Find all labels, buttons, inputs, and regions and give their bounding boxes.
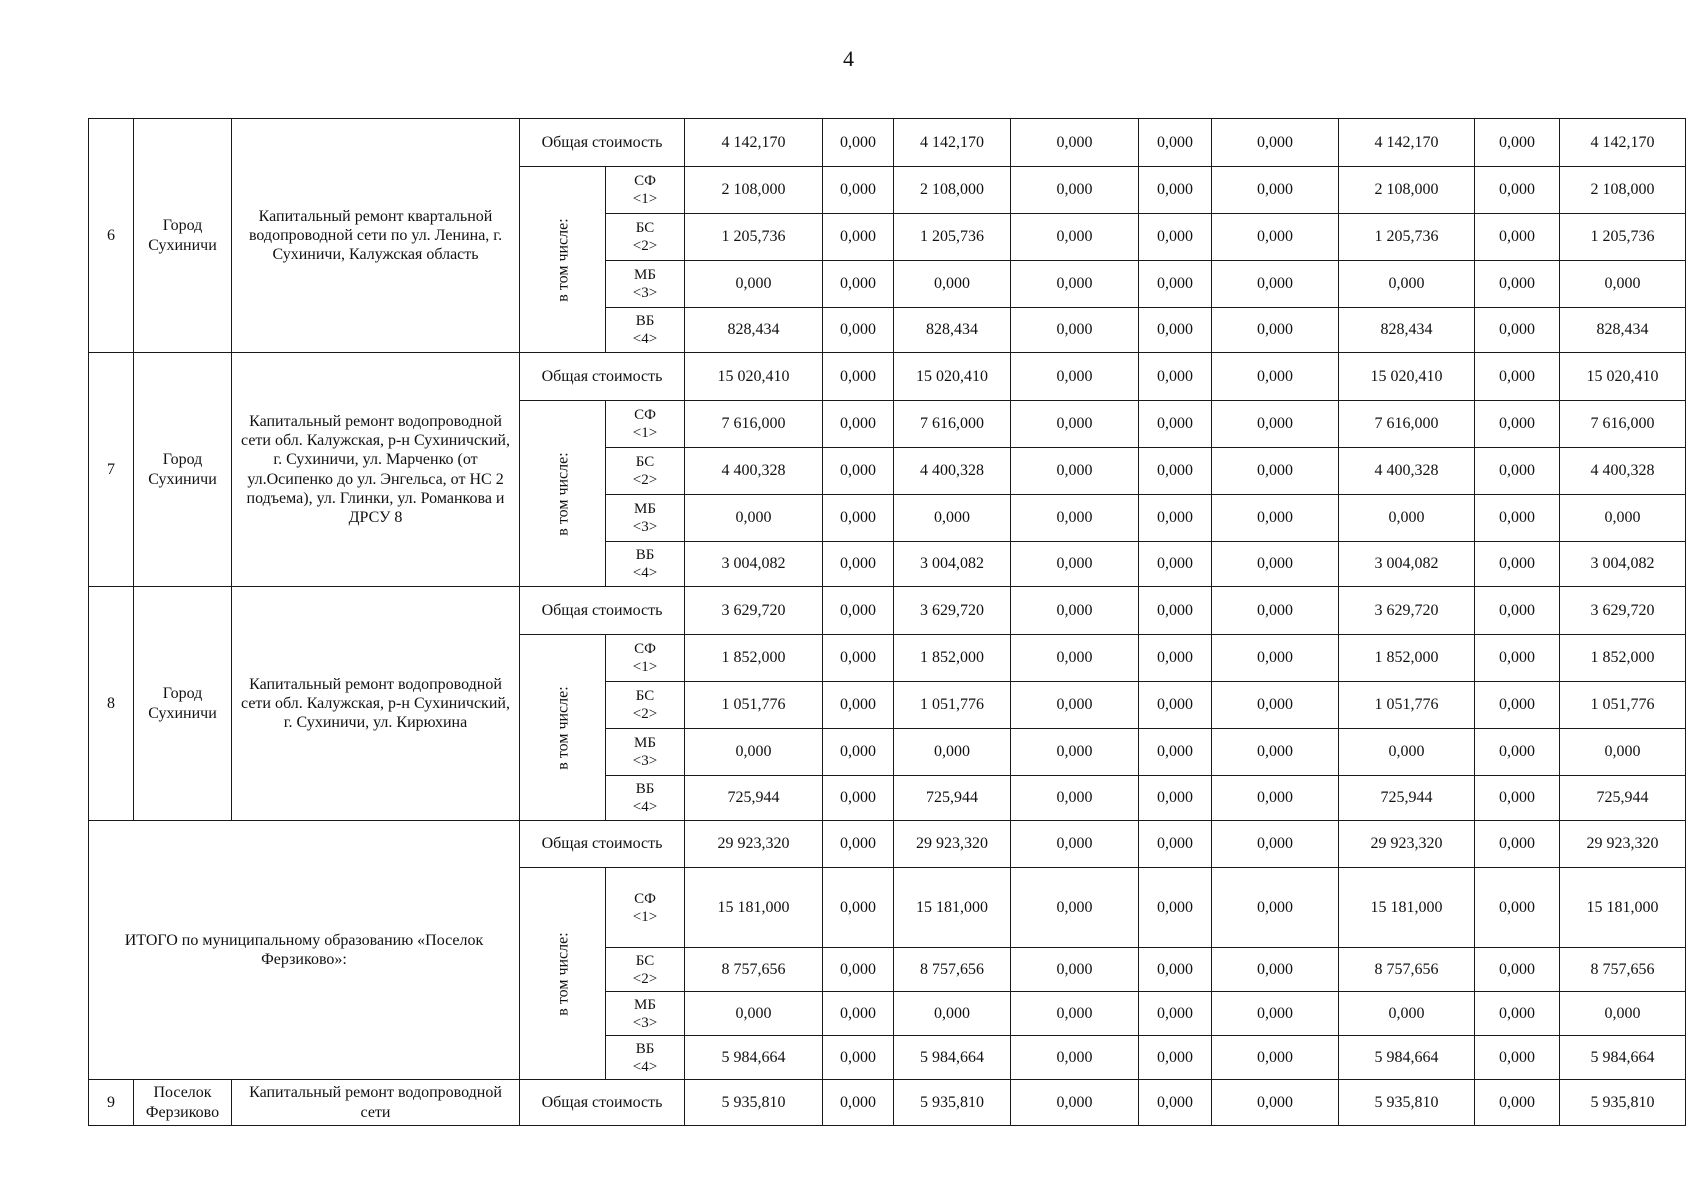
value-cell: 0,000 — [1011, 167, 1139, 214]
value-cell: 0,000 — [1139, 119, 1212, 167]
value-cell: 0,000 — [1560, 261, 1686, 308]
source-name: ВБ — [635, 781, 655, 797]
value-cell: 0,000 — [823, 729, 894, 776]
value-cell: 5 935,810 — [685, 1080, 823, 1126]
value-cell: 4 400,328 — [685, 448, 823, 495]
source-name: БС — [635, 952, 655, 969]
value-cell: 15 181,000 — [685, 868, 823, 948]
including-label — [520, 635, 606, 821]
value-cell: 0,000 — [1212, 495, 1339, 542]
value-cell: 4 142,170 — [685, 119, 823, 167]
value-cell: 0,000 — [1139, 635, 1212, 682]
value-cell: 0,000 — [1212, 214, 1339, 261]
total-row — [89, 821, 1686, 868]
value-cell: 5 984,664 — [1339, 1036, 1475, 1080]
value-cell: 5 984,664 — [685, 1036, 823, 1080]
value-cell: 0,000 — [1212, 167, 1339, 214]
value-cell: 8 757,656 — [894, 948, 1011, 992]
value-cell: 0,000 — [1212, 448, 1339, 495]
value-cell: 1 051,776 — [894, 682, 1011, 729]
value-cell: 0,000 — [1475, 587, 1560, 635]
value-cell: 1 205,736 — [685, 214, 823, 261]
value-cell: 0,000 — [1212, 821, 1339, 868]
value-cell: 0,000 — [1139, 1080, 1212, 1126]
value-cell: 0,000 — [823, 948, 894, 992]
value-cell: 0,000 — [1475, 948, 1560, 992]
row-number: 9 — [89, 1080, 134, 1126]
value-cell: 7 616,000 — [894, 401, 1011, 448]
value-cell: 0,000 — [1011, 448, 1139, 495]
source-label — [606, 682, 685, 729]
source-code: <2> — [632, 238, 658, 254]
value-cell: 0,000 — [1475, 1080, 1560, 1126]
value-cell: 0,000 — [1212, 353, 1339, 401]
value-cell: 0,000 — [1139, 495, 1212, 542]
source-label — [606, 401, 685, 448]
source-label — [606, 167, 685, 214]
including-label — [520, 868, 606, 1080]
value-cell: 29 923,320 — [1560, 821, 1686, 868]
source-name: МБ — [634, 735, 656, 751]
value-cell: 0,000 — [1011, 261, 1139, 308]
table-row — [89, 1080, 1686, 1126]
value-cell: 0,000 — [823, 635, 894, 682]
value-cell: 0,000 — [1212, 542, 1339, 587]
value-cell: 0,000 — [1339, 495, 1475, 542]
source-label — [606, 868, 685, 948]
budget-table — [88, 118, 1686, 1126]
row-number: 6 — [89, 119, 134, 353]
source-name: СФ — [634, 173, 656, 189]
value-cell: 2 108,000 — [1560, 167, 1686, 214]
source-code: <2> — [632, 472, 658, 488]
value-cell: 0,000 — [823, 821, 894, 868]
source-code: <1> — [632, 191, 658, 207]
value-cell: 0,000 — [823, 992, 894, 1036]
value-cell: 15 020,410 — [894, 353, 1011, 401]
grand-total-label: ИТОГО по муниципальному образованию «Поселок Ферзиково»: — [89, 821, 520, 1080]
value-cell: 0,000 — [823, 214, 894, 261]
source-name: БС — [635, 454, 655, 470]
value-cell: 0,000 — [823, 1036, 894, 1080]
municipality: Город Сухиничи — [134, 119, 232, 353]
source-code: <3> — [632, 285, 658, 301]
value-cell: 0,000 — [685, 495, 823, 542]
value-cell: 0,000 — [685, 729, 823, 776]
value-cell: 0,000 — [823, 353, 894, 401]
value-cell: 0,000 — [1560, 495, 1686, 542]
value-cell: 0,000 — [1011, 682, 1139, 729]
value-cell: 0,000 — [1560, 729, 1686, 776]
source-name: СФ — [634, 890, 656, 907]
value-cell: 0,000 — [823, 776, 894, 821]
value-cell: 0,000 — [1475, 353, 1560, 401]
value-cell: 0,000 — [685, 992, 823, 1036]
value-cell: 1 852,000 — [1339, 635, 1475, 682]
source-code: <2> — [632, 970, 658, 987]
value-cell: 29 923,320 — [685, 821, 823, 868]
value-cell: 7 616,000 — [1339, 401, 1475, 448]
project-description: Капитальный ремонт водопроводной сети обл. Калужская, р-н Сухиничский, г. Сухиничи, ул. Марченко (от ул.Осипенко до ул. Энгельса, от НС 2 подъема), ул. Глинки, ул. Романкова и ДРСУ 8 — [232, 353, 520, 587]
value-cell: 3 004,082 — [1560, 542, 1686, 587]
value-cell: 0,000 — [894, 729, 1011, 776]
value-cell: 0,000 — [1011, 587, 1139, 635]
value-cell: 29 923,320 — [894, 821, 1011, 868]
value-cell: 0,000 — [823, 448, 894, 495]
total-cost-label: Общая стоимость — [520, 353, 685, 401]
value-cell: 0,000 — [1475, 821, 1560, 868]
including-text: в том числе: — [553, 931, 571, 1016]
value-cell: 0,000 — [1139, 868, 1212, 948]
value-cell: 0,000 — [1139, 682, 1212, 729]
project-description: Капитальный ремонт водопроводной сети обл. Калужская, р-н Сухиничский, г. Сухиничи, ул. Кирюхина — [232, 587, 520, 821]
value-cell: 3 629,720 — [685, 587, 823, 635]
value-cell: 15 020,410 — [1339, 353, 1475, 401]
source-code: <4> — [632, 1058, 658, 1075]
including-text: в том числе: — [553, 217, 571, 302]
value-cell: 0,000 — [1212, 587, 1339, 635]
source-name: МБ — [634, 996, 656, 1013]
source-code: <1> — [632, 425, 658, 441]
value-cell: 828,434 — [1560, 308, 1686, 353]
value-cell: 0,000 — [1139, 729, 1212, 776]
municipality: Поселок Ферзиково — [134, 1080, 232, 1126]
source-name: БС — [635, 688, 655, 704]
value-cell: 828,434 — [894, 308, 1011, 353]
source-label — [606, 948, 685, 992]
value-cell: 29 923,320 — [1339, 821, 1475, 868]
value-cell: 0,000 — [1011, 992, 1139, 1036]
value-cell: 5 935,810 — [1560, 1080, 1686, 1126]
value-cell: 15 181,000 — [1560, 868, 1686, 948]
value-cell: 5 984,664 — [894, 1036, 1011, 1080]
value-cell: 7 616,000 — [685, 401, 823, 448]
source-label — [606, 992, 685, 1036]
value-cell: 0,000 — [1011, 308, 1139, 353]
value-cell: 1 852,000 — [1560, 635, 1686, 682]
table-row — [89, 119, 1686, 167]
value-cell: 0,000 — [1475, 868, 1560, 948]
source-code: <3> — [632, 753, 658, 769]
value-cell: 0,000 — [1139, 214, 1212, 261]
source-code: <3> — [632, 1014, 658, 1031]
source-label — [606, 214, 685, 261]
value-cell: 0,000 — [1212, 992, 1339, 1036]
value-cell: 0,000 — [1139, 1036, 1212, 1080]
source-code: <1> — [632, 908, 658, 925]
value-cell: 1 205,736 — [1339, 214, 1475, 261]
municipality: Город Сухиничи — [134, 353, 232, 587]
value-cell: 0,000 — [1011, 119, 1139, 167]
total-cost-label: Общая стоимость — [520, 119, 685, 167]
value-cell: 1 051,776 — [685, 682, 823, 729]
source-label — [606, 635, 685, 682]
value-cell: 0,000 — [823, 401, 894, 448]
value-cell: 0,000 — [1212, 308, 1339, 353]
value-cell: 0,000 — [1139, 542, 1212, 587]
value-cell: 0,000 — [894, 992, 1011, 1036]
value-cell: 0,000 — [1212, 1080, 1339, 1126]
value-cell: 0,000 — [1139, 821, 1212, 868]
project-description: Капитальный ремонт квартальной водопроводной сети по ул. Ленина, г. Сухиничи, Калужская область — [232, 119, 520, 353]
row-number: 7 — [89, 353, 134, 587]
value-cell: 0,000 — [1011, 214, 1139, 261]
value-cell: 0,000 — [1475, 992, 1560, 1036]
table-row — [89, 587, 1686, 635]
value-cell: 0,000 — [1011, 776, 1139, 821]
value-cell: 0,000 — [1139, 587, 1212, 635]
value-cell: 0,000 — [1475, 776, 1560, 821]
value-cell: 0,000 — [1475, 308, 1560, 353]
value-cell: 0,000 — [1011, 1036, 1139, 1080]
value-cell: 15 020,410 — [1560, 353, 1686, 401]
value-cell: 4 400,328 — [894, 448, 1011, 495]
row-number: 8 — [89, 587, 134, 821]
source-label — [606, 308, 685, 353]
value-cell: 725,944 — [894, 776, 1011, 821]
value-cell: 3 004,082 — [1339, 542, 1475, 587]
value-cell: 4 400,328 — [1560, 448, 1686, 495]
value-cell: 0,000 — [1011, 868, 1139, 948]
value-cell: 828,434 — [685, 308, 823, 353]
including-label — [520, 401, 606, 587]
source-code: <2> — [632, 706, 658, 722]
value-cell: 0,000 — [1011, 729, 1139, 776]
value-cell: 1 852,000 — [894, 635, 1011, 682]
including-text: в том числе: — [553, 451, 571, 536]
value-cell: 0,000 — [1212, 948, 1339, 992]
value-cell: 8 757,656 — [685, 948, 823, 992]
value-cell: 0,000 — [823, 682, 894, 729]
value-cell: 0,000 — [1139, 448, 1212, 495]
total-cost-label: Общая стоимость — [520, 1080, 685, 1126]
value-cell: 0,000 — [1475, 635, 1560, 682]
source-name: СФ — [634, 407, 656, 423]
value-cell: 0,000 — [1139, 167, 1212, 214]
source-name: ВБ — [635, 313, 655, 329]
source-label — [606, 448, 685, 495]
source-name: ВБ — [635, 1040, 655, 1057]
source-label — [606, 1036, 685, 1080]
value-cell: 0,000 — [1212, 1036, 1339, 1080]
value-cell: 0,000 — [1475, 495, 1560, 542]
value-cell: 3 629,720 — [894, 587, 1011, 635]
value-cell: 0,000 — [1011, 542, 1139, 587]
value-cell: 0,000 — [1475, 1036, 1560, 1080]
value-cell: 0,000 — [1475, 401, 1560, 448]
value-cell: 3 004,082 — [685, 542, 823, 587]
value-cell: 0,000 — [823, 542, 894, 587]
value-cell: 0,000 — [1475, 542, 1560, 587]
source-label — [606, 729, 685, 776]
value-cell: 15 181,000 — [894, 868, 1011, 948]
value-cell: 0,000 — [1212, 261, 1339, 308]
project-description: Капитальный ремонт водопроводной сети — [232, 1080, 520, 1126]
source-name: СФ — [634, 641, 656, 657]
value-cell: 0,000 — [1212, 682, 1339, 729]
source-code: <1> — [632, 659, 658, 675]
value-cell: 0,000 — [1011, 401, 1139, 448]
value-cell: 3 629,720 — [1339, 587, 1475, 635]
value-cell: 5 984,664 — [1560, 1036, 1686, 1080]
source-label — [606, 776, 685, 821]
value-cell: 1 051,776 — [1560, 682, 1686, 729]
value-cell: 1 205,736 — [894, 214, 1011, 261]
value-cell: 725,944 — [1560, 776, 1686, 821]
value-cell: 0,000 — [823, 495, 894, 542]
value-cell: 0,000 — [1475, 167, 1560, 214]
value-cell: 0,000 — [685, 261, 823, 308]
value-cell: 0,000 — [1011, 821, 1139, 868]
value-cell: 0,000 — [1560, 992, 1686, 1036]
value-cell: 0,000 — [1212, 119, 1339, 167]
value-cell: 0,000 — [1475, 682, 1560, 729]
value-cell: 1 051,776 — [1339, 682, 1475, 729]
value-cell: 0,000 — [1339, 729, 1475, 776]
municipality: Город Сухиничи — [134, 587, 232, 821]
source-label — [606, 542, 685, 587]
source-code: <3> — [632, 519, 658, 535]
value-cell: 0,000 — [1139, 401, 1212, 448]
source-code: <4> — [632, 565, 658, 581]
source-label — [606, 495, 685, 542]
source-code: <4> — [632, 331, 658, 347]
value-cell: 0,000 — [894, 261, 1011, 308]
value-cell: 0,000 — [1475, 448, 1560, 495]
value-cell: 0,000 — [1011, 495, 1139, 542]
value-cell: 0,000 — [1139, 261, 1212, 308]
value-cell: 2 108,000 — [1339, 167, 1475, 214]
value-cell: 0,000 — [1139, 992, 1212, 1036]
value-cell: 0,000 — [1011, 635, 1139, 682]
value-cell: 725,944 — [685, 776, 823, 821]
value-cell: 0,000 — [1212, 401, 1339, 448]
value-cell: 15 181,000 — [1339, 868, 1475, 948]
value-cell: 0,000 — [1475, 214, 1560, 261]
value-cell: 4 142,170 — [1339, 119, 1475, 167]
table-row — [89, 353, 1686, 401]
value-cell: 0,000 — [1011, 1080, 1139, 1126]
value-cell: 0,000 — [823, 1080, 894, 1126]
value-cell: 0,000 — [894, 495, 1011, 542]
source-name: ВБ — [635, 547, 655, 563]
value-cell: 0,000 — [1139, 776, 1212, 821]
value-cell: 5 935,810 — [1339, 1080, 1475, 1126]
value-cell: 0,000 — [1339, 261, 1475, 308]
value-cell: 4 142,170 — [894, 119, 1011, 167]
including-text: в том числе: — [553, 685, 571, 770]
value-cell: 0,000 — [1011, 353, 1139, 401]
value-cell: 3 629,720 — [1560, 587, 1686, 635]
value-cell: 0,000 — [1475, 119, 1560, 167]
source-name: МБ — [634, 267, 656, 283]
page-number: 4 — [843, 46, 854, 71]
value-cell: 0,000 — [1212, 729, 1339, 776]
including-label — [520, 167, 606, 353]
value-cell: 2 108,000 — [685, 167, 823, 214]
value-cell: 1 852,000 — [685, 635, 823, 682]
value-cell: 0,000 — [1339, 992, 1475, 1036]
total-cost-label: Общая стоимость — [520, 587, 685, 635]
value-cell: 0,000 — [1475, 261, 1560, 308]
value-cell: 0,000 — [1212, 868, 1339, 948]
value-cell: 725,944 — [1339, 776, 1475, 821]
value-cell: 3 004,082 — [894, 542, 1011, 587]
total-cost-label: Общая стоимость — [520, 821, 685, 868]
value-cell: 0,000 — [1139, 948, 1212, 992]
value-cell: 0,000 — [823, 587, 894, 635]
value-cell: 0,000 — [823, 119, 894, 167]
value-cell: 8 757,656 — [1339, 948, 1475, 992]
value-cell: 7 616,000 — [1560, 401, 1686, 448]
value-cell: 0,000 — [823, 167, 894, 214]
value-cell: 0,000 — [823, 308, 894, 353]
value-cell: 15 020,410 — [685, 353, 823, 401]
value-cell: 0,000 — [823, 868, 894, 948]
value-cell: 4 142,170 — [1560, 119, 1686, 167]
value-cell: 4 400,328 — [1339, 448, 1475, 495]
source-label — [606, 261, 685, 308]
value-cell: 828,434 — [1339, 308, 1475, 353]
value-cell: 8 757,656 — [1560, 948, 1686, 992]
value-cell: 0,000 — [1212, 635, 1339, 682]
value-cell: 0,000 — [1011, 948, 1139, 992]
value-cell: 1 205,736 — [1560, 214, 1686, 261]
value-cell: 0,000 — [1139, 353, 1212, 401]
value-cell: 0,000 — [1212, 776, 1339, 821]
source-name: БС — [635, 220, 655, 236]
value-cell: 0,000 — [1139, 308, 1212, 353]
value-cell: 2 108,000 — [894, 167, 1011, 214]
value-cell: 5 935,810 — [894, 1080, 1011, 1126]
value-cell: 0,000 — [823, 261, 894, 308]
source-name: МБ — [634, 501, 656, 517]
source-code: <4> — [632, 799, 658, 815]
value-cell: 0,000 — [1475, 729, 1560, 776]
